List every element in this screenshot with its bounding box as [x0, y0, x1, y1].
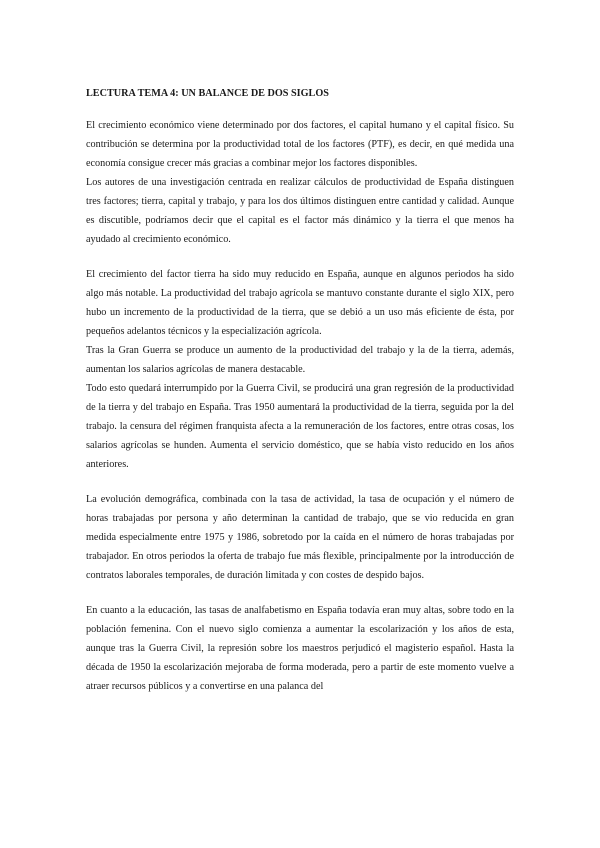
- paragraph: El crecimiento económico viene determinado por dos factores, el capital humano y el capital físico. Su contribución se determina por la productividad total de los factores (PTF), es decir, en qué medida una economía consigue crecer más gracias a combinar mejor los factores disponibles.: [86, 120, 514, 169]
- paragraph: Tras la Gran Guerra se produce un aumento de la productividad del trabajo y la de la tierra, además, aumentan los salarios agrícolas de manera destacable.: [86, 345, 514, 375]
- document-title: LECTURA TEMA 4: UN BALANCE DE DOS SIGLOS: [86, 88, 329, 99]
- section-educacion: [86, 601, 514, 696]
- section-demografia: [86, 490, 514, 585]
- document-body: [86, 84, 514, 712]
- section-productividad: [86, 116, 514, 249]
- section-tierra: [86, 265, 514, 474]
- paragraph: El crecimiento del factor tierra ha sido muy reducido en España, aunque en algunos periodos ha sido algo más notable. La productividad del trabajo agrícola se mantuvo constante durante el siglo XIX, pero hubo un incremento de la productividad de la tierra, que se debió a un uso más eficiente de ésta, por pequeños adelantos técnicos y la especialización agrícola.: [86, 269, 514, 337]
- paragraph: Los autores de una investigación centrada en realizar cálculos de productividad de España distinguen tres factores; tierra, capital y trabajo, y para los dos últimos distinguen entre cantidad y calidad. Aunque es discutible, podríamos decir que el capital es el factor más dinámico y la tierra el que menos ha ayudado al crecimiento económico.: [86, 177, 514, 245]
- paragraph: En cuanto a la educación, las tasas de analfabetismo en España todavía eran muy altas, sobre todo en la población femenina. Con el nuevo siglo comienza a aumentar la escolarización y los años de esta, aunque tras la Guerra Civil, la represión sobre los maestros perjudicó el magisterio español. Hasta la década de 1950 la escolarización mejoraba de forma moderada, pero a partir de este momento vuelve a atraer recursos públicos y a convertirse en una palanca del: [86, 605, 514, 692]
- paragraph: La evolución demográfica, combinada con la tasa de actividad, la tasa de ocupación y el número de horas trabajadas por persona y año determinan la cantidad de trabajo, que se vio reducida en gran medida especialmente entre 1975 y 1986, sobretodo por la caída en el número de horas trabajadas por trabajador. En otros periodos la oferta de trabajo fue más flexible, principalmente por la introducción de contratos laborales temporales, de duración limitada y con costes de despido bajos.: [86, 494, 514, 581]
- paragraph: Todo esto quedará interrumpido por la Guerra Civil, se producirá una gran regresión de la productividad de la tierra y del trabajo en España. Tras 1950 aumentará la productividad de la tierra, seguida por la del trabajo. la censura del régimen franquista afecta a la remuneración de los factores, entre otras cosas, los salarios agrícolas se hunden. Aumenta el servicio doméstico, que se había visto reducido en los años anteriores.: [86, 383, 514, 470]
